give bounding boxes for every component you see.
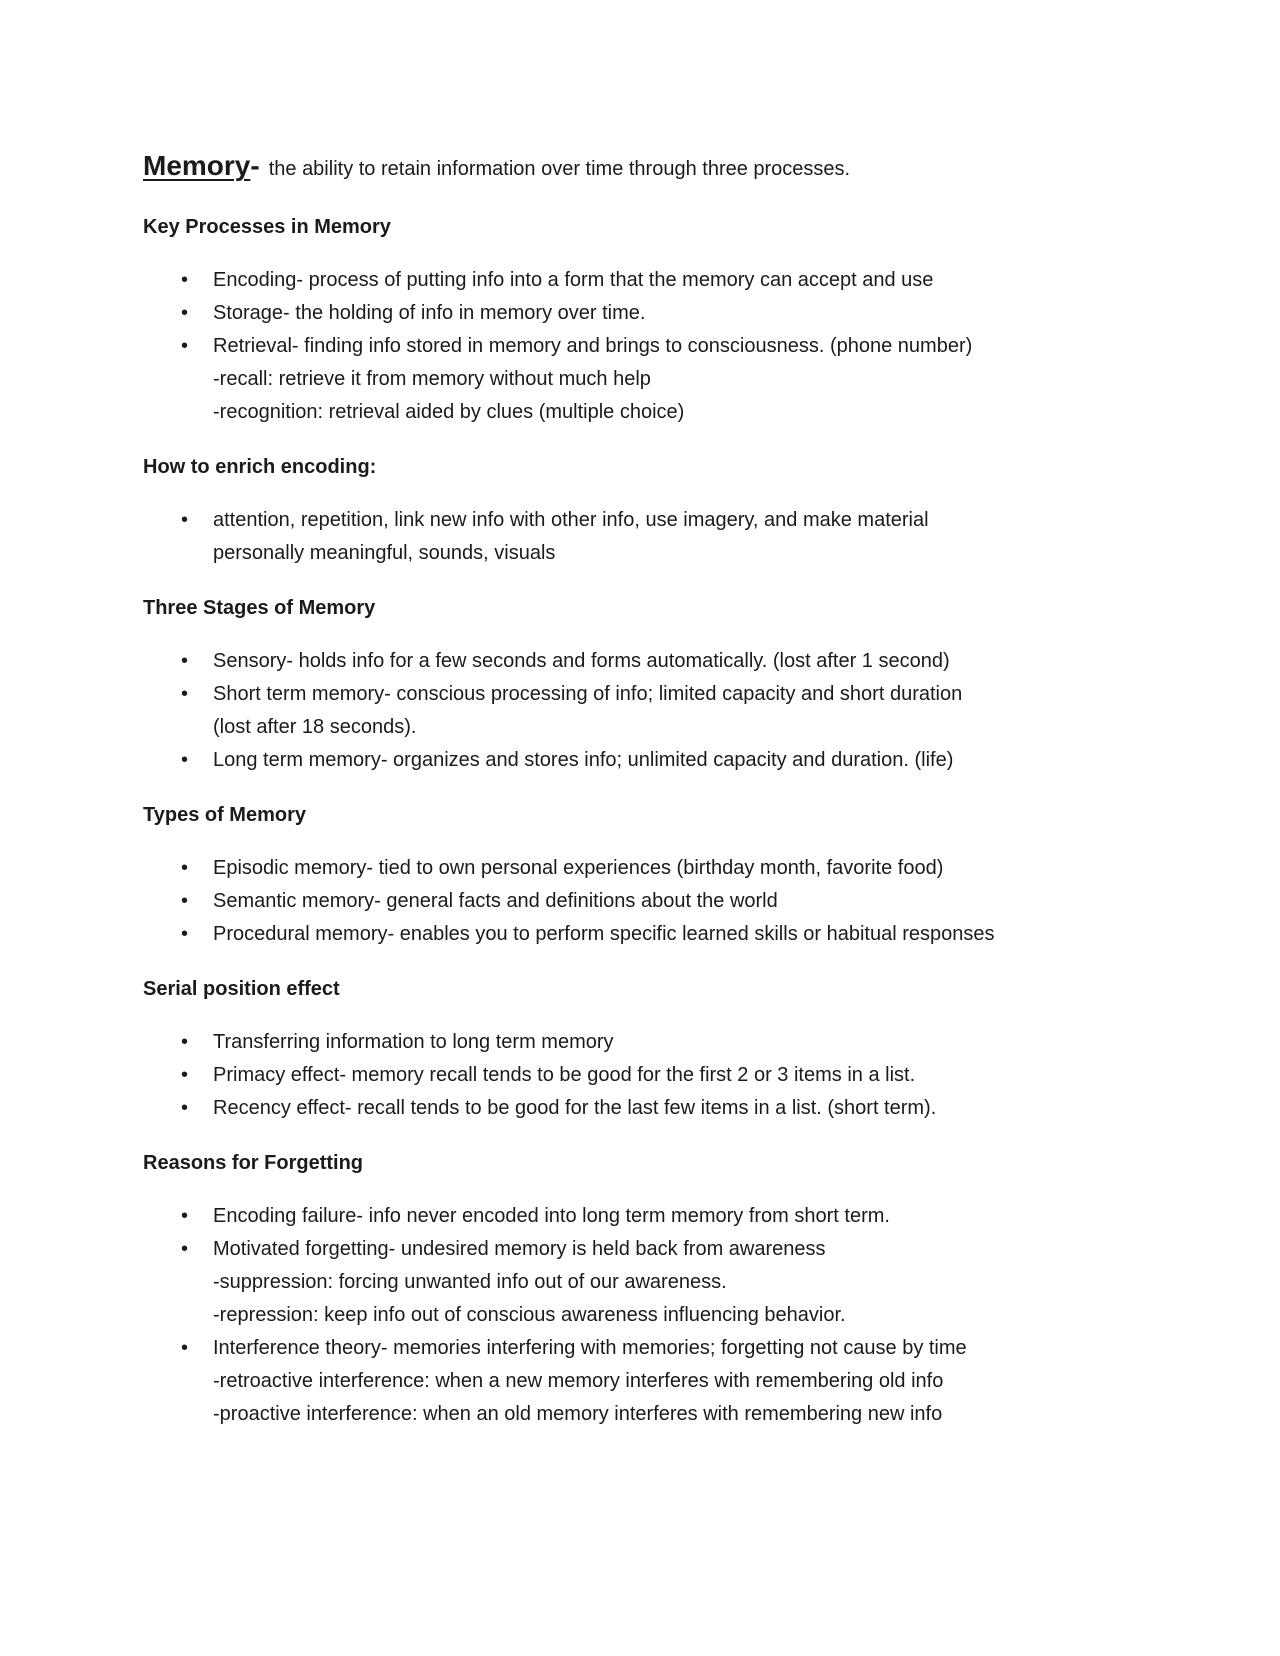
bullet-list bbox=[143, 1200, 1180, 1431]
bullet-item: • Semantic memory- general facts and definitions about the world bbox=[143, 885, 1180, 918]
section-heading: Types of Memory bbox=[143, 804, 306, 826]
bullet-list bbox=[143, 645, 1180, 777]
document-section bbox=[143, 592, 1180, 777]
document-section bbox=[143, 211, 1180, 429]
document-section bbox=[143, 1147, 1180, 1431]
bullet-continuation-line: -recall: retrieve it from memory without much help bbox=[213, 368, 651, 390]
bullet-item: • Recency effect- recall tends to be good for the last few items in a list. (short term). bbox=[143, 1092, 1180, 1125]
bullet-item: • Encoding- process of putting info into a form that the memory can accept and use bbox=[143, 264, 1180, 297]
bullet-list bbox=[143, 852, 1180, 951]
document-section bbox=[143, 451, 1180, 570]
document-section bbox=[143, 973, 1180, 1125]
sections bbox=[143, 211, 1180, 1431]
bullet-item: • Primacy effect- memory recall tends to be good for the first 2 or 3 items in a list. bbox=[143, 1059, 1180, 1092]
bullet-continuation-line: -retroactive interference: when a new memory interferes with remembering old info bbox=[213, 1370, 944, 1392]
section-heading: Reasons for Forgetting bbox=[143, 1152, 364, 1174]
bullet-item: • Long term memory- organizes and stores info; unlimited capacity and duration. (life) bbox=[143, 744, 1180, 777]
bullet-item: • Interference theory- memories interfering with memories; forgetting not cause by time bbox=[143, 1332, 1180, 1365]
section-heading: How to enrich encoding: bbox=[143, 456, 377, 478]
document-title bbox=[143, 148, 1180, 189]
bullet-item: • Episodic memory- tied to own personal experiences (birthday month, favorite food) bbox=[143, 852, 1180, 885]
section-heading: Key Processes in Memory bbox=[143, 216, 391, 238]
bullet-continuation-line: personally meaningful, sounds, visuals bbox=[213, 542, 556, 564]
bullet-list bbox=[143, 1026, 1180, 1125]
bullet-list bbox=[143, 504, 1180, 570]
bullet-continuation-line: -recognition: retrieval aided by clues (multiple choice) bbox=[213, 401, 685, 423]
bullet-item: • Procedural memory- enables you to perform specific learned skills or habitual responses bbox=[143, 918, 1180, 951]
bullet-continuation-line: -proactive interference: when an old memory interferes with remembering new info bbox=[213, 1403, 943, 1425]
bullet-continuation-line: -suppression: forcing unwanted info out of our awareness. bbox=[213, 1271, 727, 1293]
bullet-item: • Short term memory- conscious processing of info; limited capacity and short duration bbox=[143, 678, 1180, 711]
bullet-continuation-line: -repression: keep info out of conscious awareness influencing behavior. bbox=[213, 1304, 846, 1326]
section-heading: Three Stages of Memory bbox=[143, 597, 376, 619]
title-hyphen: - bbox=[250, 150, 260, 181]
bullet-list bbox=[143, 264, 1180, 429]
bullet-continuation-line: (lost after 18 seconds). bbox=[213, 716, 417, 738]
bullet-item: • Encoding failure- info never encoded into long term memory from short term. bbox=[143, 1200, 1180, 1233]
bullet-item: • Sensory- holds info for a few seconds and forms automatically. (lost after 1 second) bbox=[143, 645, 1180, 678]
bullet-item: • Storage- the holding of info in memory over time. bbox=[143, 297, 1180, 330]
title-term: Memory bbox=[143, 150, 251, 181]
bullet-item: • Transferring information to long term memory bbox=[143, 1026, 1180, 1059]
bullet-item: • attention, repetition, link new info with other info, use imagery, and make material bbox=[143, 504, 1180, 537]
section-heading: Serial position effect bbox=[143, 978, 340, 1000]
document-section bbox=[143, 799, 1180, 951]
bullet-item: • Retrieval- finding info stored in memory and brings to consciousness. (phone number) bbox=[143, 330, 1180, 363]
bullet-item: • Motivated forgetting- undesired memory is held back from awareness bbox=[143, 1233, 1180, 1266]
title-definition: the ability to retain information over time through three processes. bbox=[268, 158, 851, 180]
